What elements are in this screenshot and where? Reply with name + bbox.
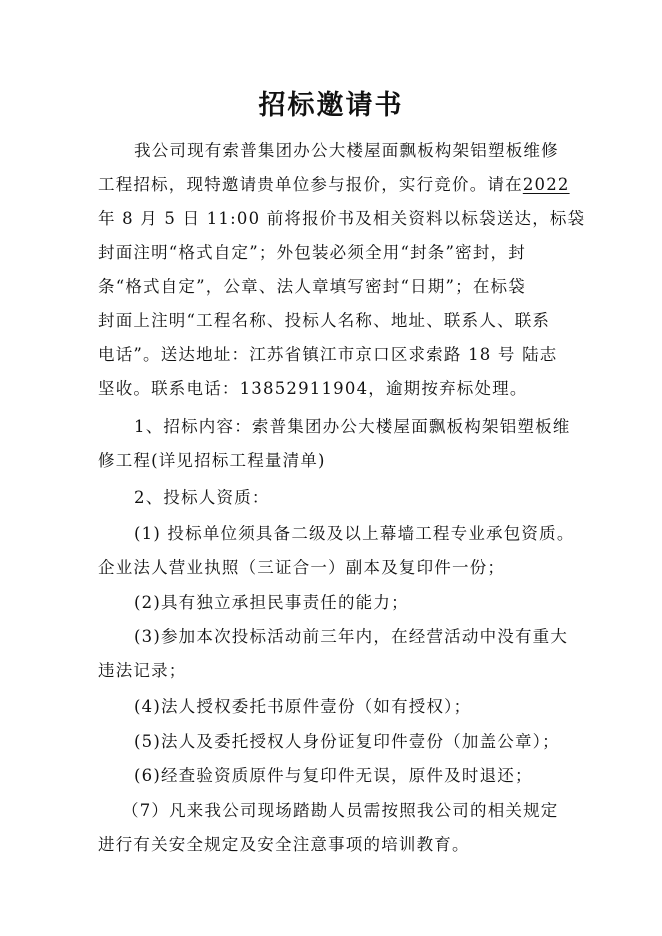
intro-line-5: 条“格式自定”，公章、法人章填写密封“日期”；在标袋	[98, 277, 526, 296]
intro-line-7: 电话”。送达地址：江苏省镇江市京口区求索路 18 号 陆志	[98, 345, 558, 364]
section2-heading: 2、投标人资质：	[134, 488, 270, 507]
qualification-item-7-cont: 进行有关安全规定及安全注意事项的培训教育。	[98, 835, 470, 854]
intro-line-1: 我公司现有索普集团办公大楼屋面飘板构架铝塑板维修	[134, 141, 559, 160]
section1-line-2: 修工程(详见招标工程量清单)	[98, 451, 326, 470]
intro-line-2-text: 工程招标，现特邀请贵单位参与报价，实行竞价。请在	[98, 175, 523, 194]
intro-line-4: 封面注明“格式自定”；外包装必须全用“封条”密封，封	[98, 243, 526, 262]
qualification-item-2: (2)具有独立承担民事责任的能力；	[134, 593, 409, 612]
intro-line-2	[98, 174, 570, 196]
intro-year: 2022	[522, 175, 570, 194]
qualification-item-1-cont: 企业法人营业执照（三证合一）副本及复印件一份；	[98, 558, 506, 577]
qualification-item-6: (6)经查验资质原件与复印件无误，原件及时退还；	[134, 766, 533, 785]
qualification-item-7: （7）凡来我公司现场踏勘人员需按照我公司的相关规定	[122, 801, 559, 820]
intro-line-6: 封面上注明“工程名称、投标人名称、地址、联系人、联系	[98, 311, 551, 330]
qualification-item-1: (1) 投标单位须具备二级及以上幕墙工程专业承包资质。	[134, 524, 575, 543]
qualification-item-3: (3)参加本次投标活动前三年内，在经营活动中没有重大	[134, 627, 569, 646]
qualification-item-5: (5)法人及委托授权人身份证复印件壹份（加盖公章）；	[134, 732, 560, 751]
section1-line-1: 1、招标内容：索普集团办公大楼屋面飘板构架铝塑板维	[134, 417, 571, 436]
intro-line-8: 坚收。联系电话：13852911904，逾期按弃标处理。	[98, 379, 528, 398]
intro-line-3: 年 8 月 5 日 11:00 前将报价书及相关资料以标袋送达，标袋	[98, 209, 586, 228]
qualification-item-4: (4)法人授权委托书原件壹份（如有授权）；	[134, 697, 472, 716]
qualification-item-3-cont: 违法记录；	[98, 661, 187, 680]
document-title: 招标邀请书	[258, 90, 404, 121]
